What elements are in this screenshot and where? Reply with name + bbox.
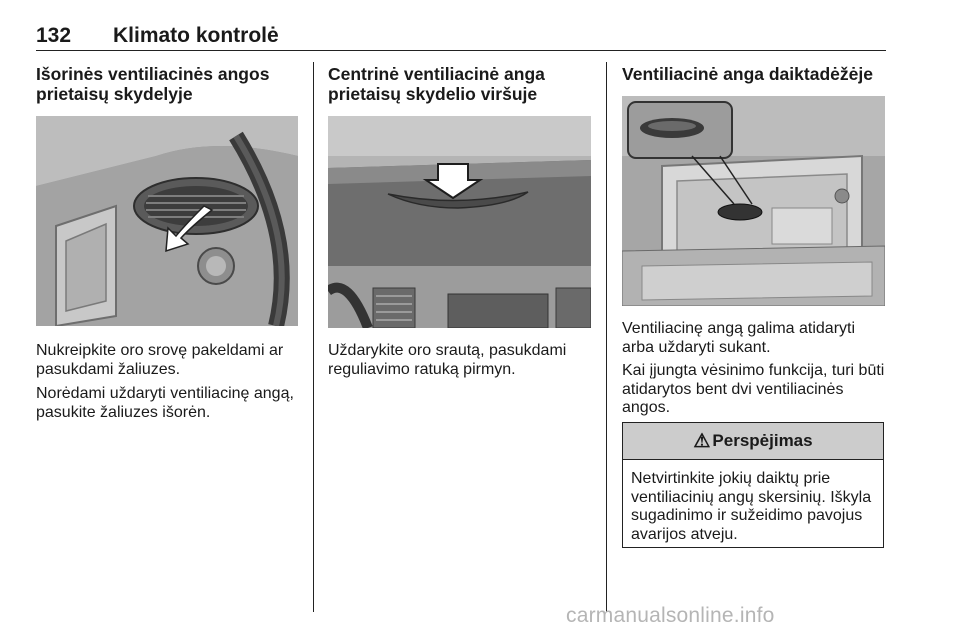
center-vent-text	[328, 342, 593, 379]
page-header	[36, 24, 886, 50]
figure-center-vent	[328, 116, 591, 328]
figure-glovebox-vent	[622, 96, 885, 306]
glovebox-vent-text	[622, 320, 887, 418]
paragraph-side-vents-1: Nukreipkite oro srovę pakeldami ar pasukdami žaliuzes.	[36, 342, 284, 378]
paragraph-glovebox-vent-2: Kai įjungta vėsinimo funkcija, turi būti atidarytos bent dvi ventiliacinės angos.	[622, 362, 885, 416]
column-center-vent	[328, 64, 593, 104]
page-number: 132	[36, 24, 72, 47]
paragraph-glovebox-vent-1: Ventiliacinę angą galima atidaryti arba uždaryti sukant.	[622, 320, 856, 356]
column-divider-1	[313, 62, 314, 612]
watermark: carmanualsonline.info	[566, 604, 775, 627]
section-heading-center-vent: Centrinė ventiliacinė anga prietaisų skydelio viršuje	[328, 64, 545, 104]
section-heading-side-vents: Išorinės ventiliacinės angos prietaisų skydelyje	[36, 64, 270, 104]
warning-triangle-icon: ⚠	[693, 430, 711, 452]
side-vents-text	[36, 342, 301, 422]
warning-header	[623, 423, 883, 460]
figure-side-vent	[36, 116, 298, 326]
column-side-vents	[36, 64, 301, 104]
paragraph-center-vent-1: Uždarykite oro srautą, pasukdami reguliavimo ratuką pirmyn.	[328, 342, 567, 378]
paragraph-side-vents-2: Norėdami uždaryti ventiliacinę angą, pasukite žaliuzes išorėn.	[36, 385, 294, 421]
column-divider-2	[606, 62, 607, 612]
page-title: Klimato kontrolė	[113, 24, 279, 47]
warning-text: Netvirtinkite jokių daiktų prie ventiliacinių angų skersinių. Iškyla sugadinimo ir sužeidimo pavojus avarijos atveju.	[631, 470, 872, 543]
header-divider	[36, 50, 886, 51]
column-glovebox-vent	[622, 64, 887, 84]
section-heading-glovebox-vent: Ventiliacinė anga daiktadėžėje	[622, 64, 873, 84]
warning-title: Perspėjimas	[712, 431, 813, 450]
warning-box	[622, 422, 884, 548]
